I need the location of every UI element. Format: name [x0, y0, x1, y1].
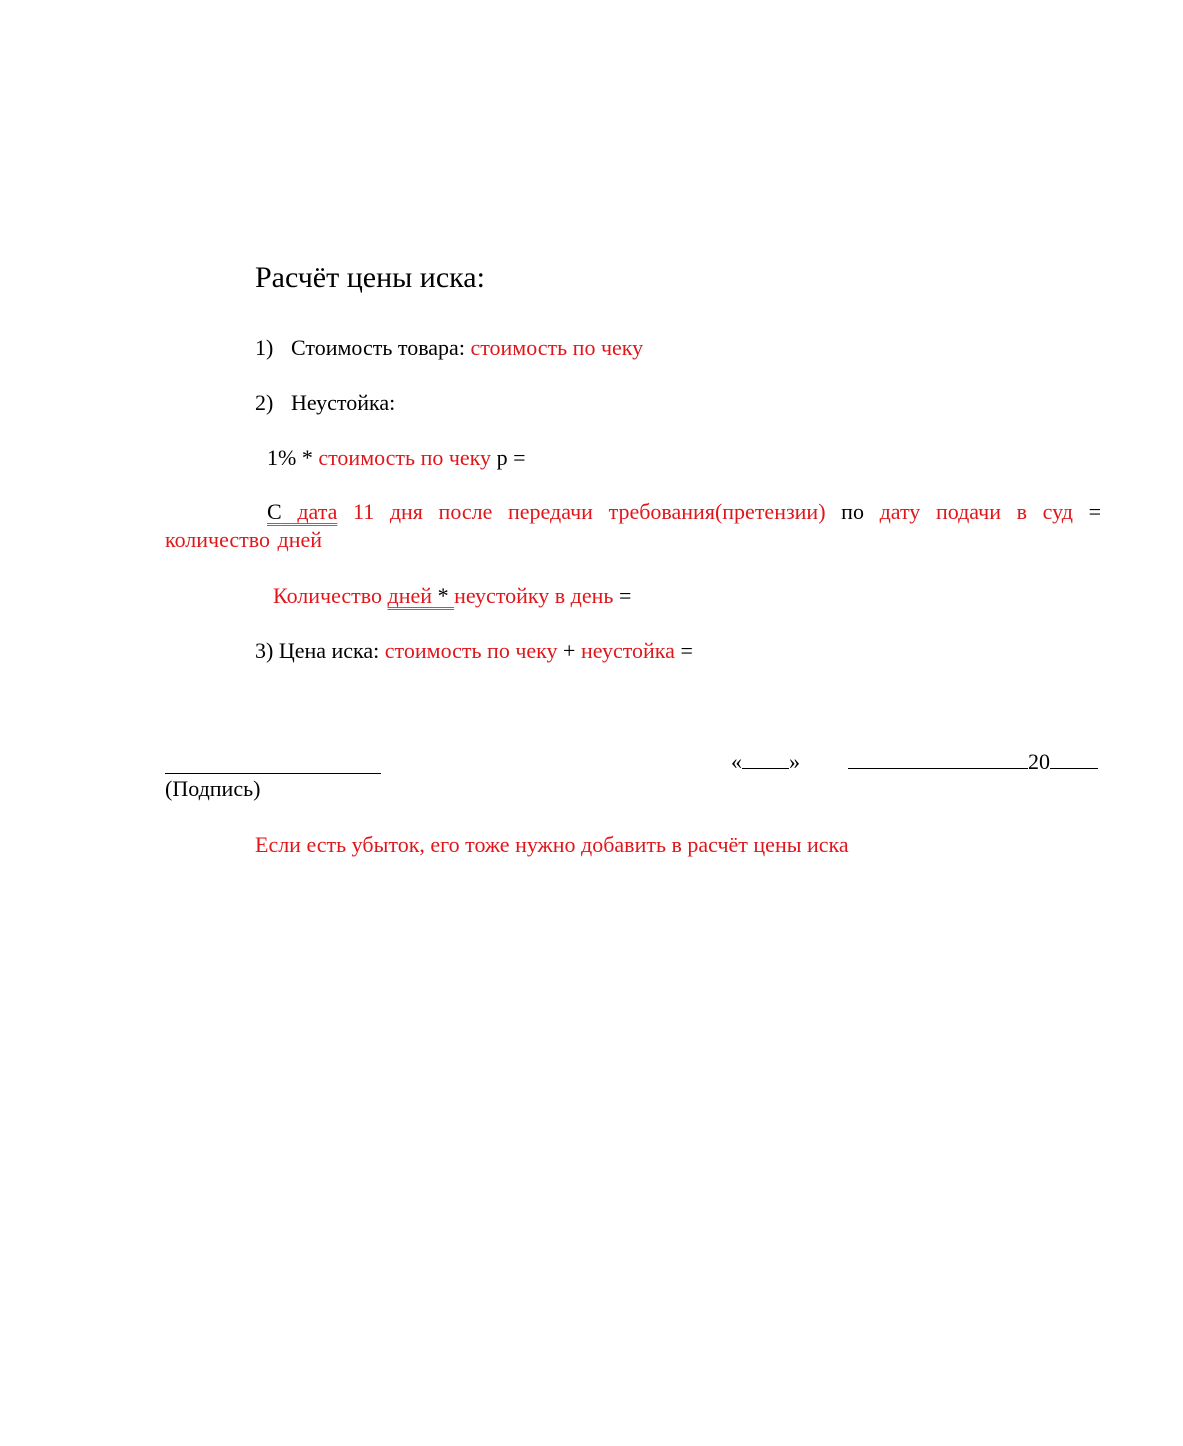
- day-blank: [742, 750, 789, 769]
- period-date-from: дата: [297, 499, 338, 524]
- item-3-value1: стоимость по чеку: [384, 638, 558, 663]
- date-day-field: [731, 748, 800, 776]
- item-1-value: стоимость по чеку: [470, 335, 644, 360]
- formula-2-days: дней: [387, 583, 433, 608]
- date-month-year-field: [848, 748, 1098, 776]
- item-3-value2: неустойка: [580, 638, 675, 663]
- item-2-penalty: [255, 389, 395, 417]
- period-text: 11 дня после передачи требования(претензии): [337, 499, 826, 524]
- formula-2-days-underlined: [388, 583, 455, 608]
- page-title: Расчёт цены иска:: [255, 261, 485, 294]
- period-c: С дата: [267, 499, 338, 524]
- year-prefix: 20: [1028, 749, 1050, 774]
- item-2-number: 2): [255, 390, 274, 415]
- period-paragraph: [165, 498, 1101, 554]
- year-blank: [1050, 750, 1098, 769]
- item-1-cost: [255, 334, 643, 362]
- formula-1-suffix: р =: [491, 445, 526, 470]
- formula-daily-penalty: [267, 444, 525, 472]
- period-equals: =: [1072, 499, 1101, 524]
- formula-2-equals: =: [613, 583, 632, 608]
- month-blank: [848, 750, 1028, 769]
- quote-open: «: [731, 749, 742, 774]
- loss-note: Если есть убыток, его тоже нужно добавить в расчёт цены иска: [255, 832, 849, 857]
- formula-total-penalty: [273, 582, 631, 610]
- formula-2-part2: неустойку в день: [454, 583, 614, 608]
- period-date-to: дату подачи в суд: [879, 499, 1073, 524]
- period-po: по: [825, 499, 880, 524]
- item-1-label: Стоимость товара:: [291, 335, 471, 360]
- signature-line: [165, 773, 381, 774]
- item-3-equals: =: [674, 638, 693, 663]
- item-3-label: 3) Цена иска:: [255, 638, 385, 663]
- item-2-label: Неустойка:: [291, 390, 396, 415]
- period-result: количество дней: [165, 527, 323, 552]
- signature-caption: (Подпись): [165, 776, 261, 801]
- item-3-claim-price: [255, 637, 693, 665]
- item-3-plus: +: [557, 638, 581, 663]
- formula-1-prefix: 1% *: [267, 445, 319, 470]
- item-1-number: 1): [255, 335, 274, 360]
- formula-2-star: *: [432, 583, 455, 608]
- formula-1-value: стоимость по чеку: [318, 445, 492, 470]
- quote-close: »: [789, 749, 800, 774]
- formula-2-part1: Количество: [273, 583, 388, 608]
